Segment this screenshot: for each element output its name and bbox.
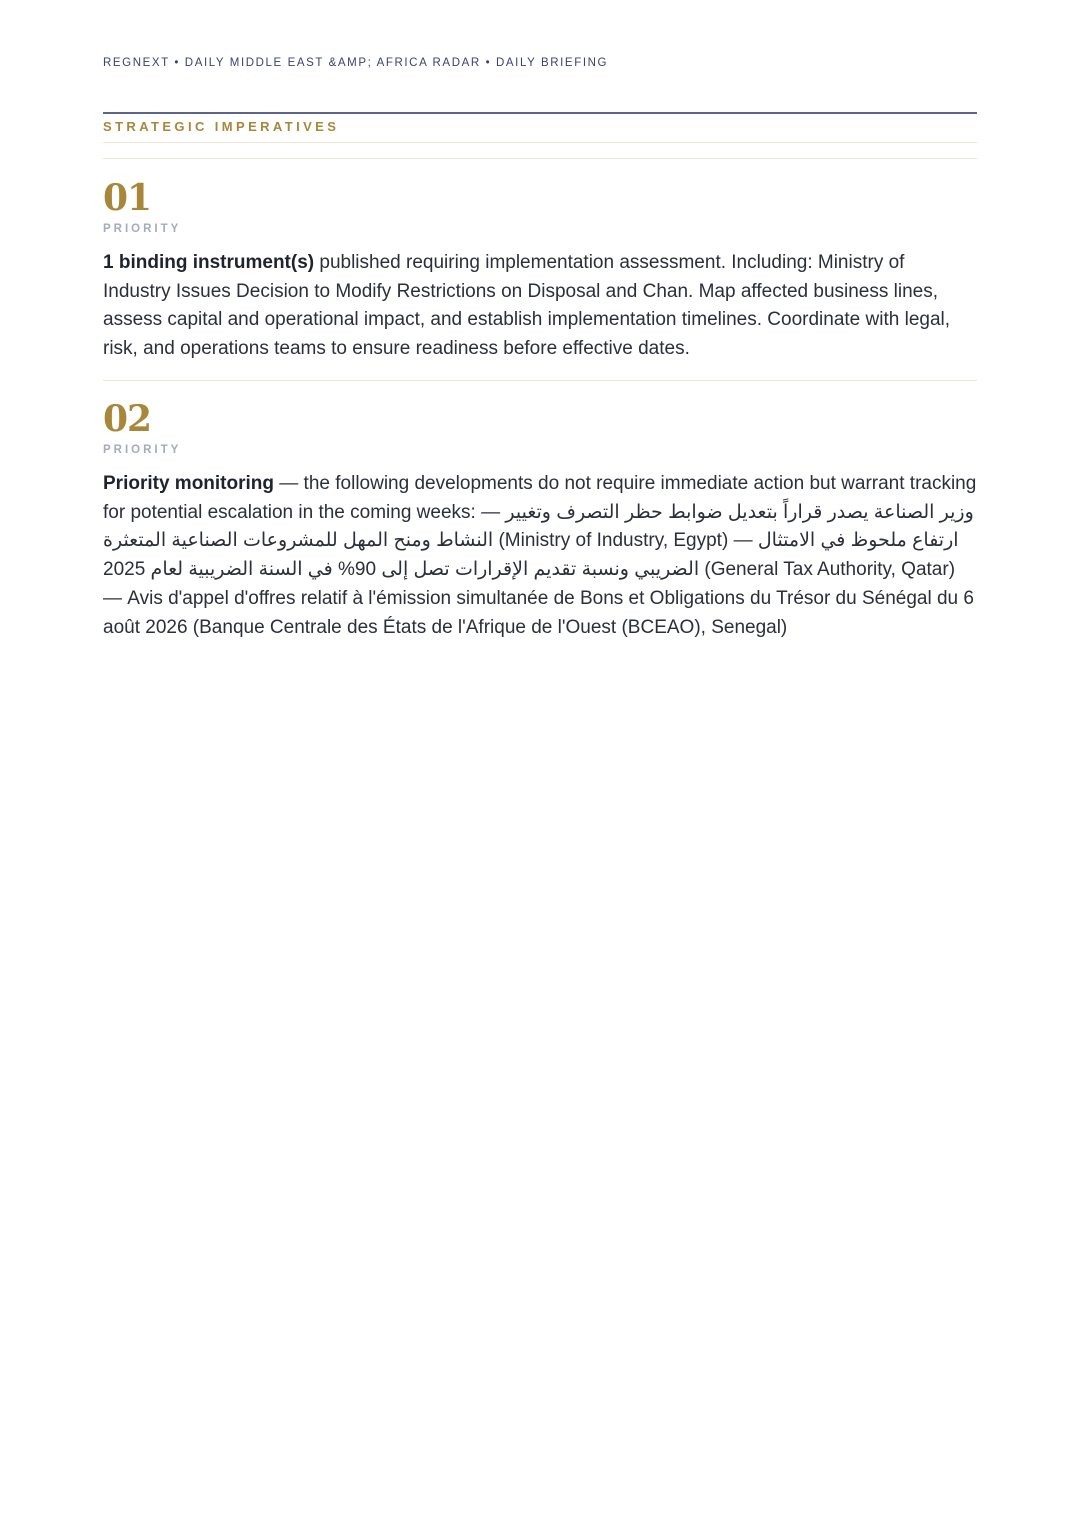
section-header (103, 112, 977, 134)
item-label: PRIORITY (103, 444, 182, 456)
item-body (103, 470, 977, 642)
item-lead: Priority monitoring (103, 473, 274, 494)
item-body (103, 249, 977, 364)
item-label: PRIORITY (103, 223, 182, 235)
divider (103, 142, 977, 143)
divider (103, 158, 977, 159)
priority-item (103, 398, 977, 642)
item-text: — the following developments do not require immediate action but warrant tracking for potential escalation in the coming weeks: — وزير الصناعة يصدر قراراً بتعديل ضوابط حظر التصرف وتغيير النشاط ومنح المهل للمشروعات الصناعية المتعثرة (Ministry of Industry, Egypt) — ارتفاع ملحوظ في الامتثال الضريبي ونسبة تقديم الإقرارات تصل إلى 90% في السنة الضريبية لعام 2025 (General Tax Authority, Qatar) — Avis d'appel d'offres relatif à l'émission simultanée de Bons et Obligations du Trésor du Sénégal du 6 août 2026 (Banque Centrale des États de l'Afrique de l'Ouest (BCEAO), Senegal) (103, 473, 977, 638)
section-title: STRATEGIC IMPERATIVES (103, 119, 340, 134)
item-number: 01 (103, 177, 152, 219)
item-lead: 1 binding instrument(s) (103, 252, 315, 273)
running-header: REGNEXT • DAILY MIDDLE EAST &AMP; AFRICA RADAR • DAILY BRIEFING (103, 57, 609, 69)
priority-item (103, 177, 977, 364)
item-text: published requiring implementation assessment. Including: Ministry of Industry Issues Decision to Modify Restrictions on Disposal and Chan. Map affected business lines, assess capital and operational impact, and establish implementation timelines. Coordinate with legal, risk, and operations teams to ensure readiness before effective dates. (103, 252, 951, 360)
item-number: 02 (103, 398, 152, 440)
divider (103, 380, 977, 381)
